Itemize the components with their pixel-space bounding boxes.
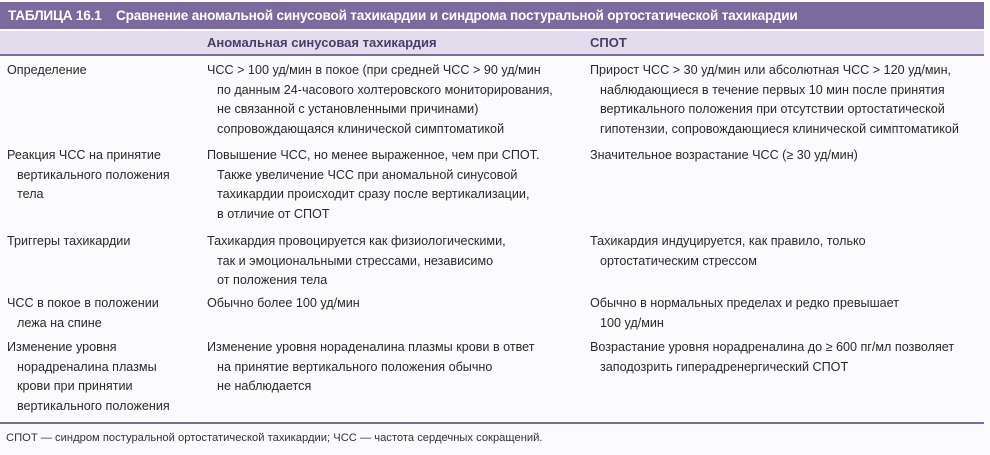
table-number: ТАБЛИЦА 16.1 bbox=[8, 8, 102, 23]
row-spot-cell: Прирост ЧСС > 30 уд/мин или абсолютная ЧСС > 120 уд/мин, наблюдающиеся в течение первых 10 мин после принятия вертикального положения при отсутствии ортостатической гипотензии, сопровождающиеся клинической симптоматикой bbox=[590, 63, 959, 136]
row-spot-cell: Значительное возрастание ЧСС (≥ 30 уд/мин) bbox=[590, 148, 858, 162]
row-label: Определение bbox=[7, 63, 87, 77]
table-bottom-divider bbox=[0, 422, 984, 424]
row-ast-cell: ЧСС > 100 уд/мин в покое (при средней ЧСС > 90 уд/мин по данным 24-часового холтеровского мониторирования, не связанной с установленными причинами) сопровождающаяся клинической симптоматикой bbox=[207, 63, 553, 136]
row-ast-cell: Обычно более 100 уд/мин bbox=[207, 296, 360, 310]
row-spot-cell: Обычно в нормальных пределах и редко превышает 100 уд/мин bbox=[590, 296, 900, 330]
row-spot-cell: Возрастание уровня норадреналина до ≥ 600 пг/мл позволяет заподозрить гиперадренергический СПОТ bbox=[590, 340, 955, 374]
row-label: Изменение уровня норадреналина плазмы крови при принятии вертикального положения bbox=[7, 340, 170, 413]
row-spot-cell: Тахикардия индуцируется, как правило, только ортостатическим стрессом bbox=[590, 234, 866, 268]
table-title: Сравнение аномальной синусовой тахикардии и синдрома постуральной ортостатической тахикардии bbox=[116, 8, 798, 23]
table-header-row bbox=[0, 31, 984, 54]
header-col-spot: СПОТ bbox=[590, 35, 627, 50]
row-label: ЧСС в покое в положении лежа на спине bbox=[7, 296, 159, 330]
row-ast-cell: Изменение уровня нораденалина плазмы крови в ответ на принятие вертикального положения обычно не наблюдается bbox=[207, 340, 535, 393]
table-footnote: СПОТ — синдром постуральной ортостатической тахикардии; ЧСС — частота сердечных сокращений. bbox=[6, 432, 543, 444]
table-title-bar bbox=[0, 2, 984, 29]
row-label: Реакция ЧСС на принятие вертикального положения тела bbox=[7, 148, 170, 201]
header-col-inappropriate-sinus-tachycardia: Аномальная синусовая тахикардия bbox=[207, 35, 437, 50]
row-ast-cell: Повышение ЧСС, но менее выраженное, чем при СПОТ. Также увеличение ЧСС при аномальной синусовой тахикардии происходит сразу после вертикализации, в отличие от СПОТ bbox=[207, 148, 540, 221]
row-ast-cell: Тахикардия провоцируется как физиологическими, так и эмоциональными стрессами, независимо от положения тела bbox=[207, 234, 506, 287]
header-divider bbox=[0, 54, 984, 56]
row-label: Триггеры тахикардии bbox=[7, 234, 131, 248]
